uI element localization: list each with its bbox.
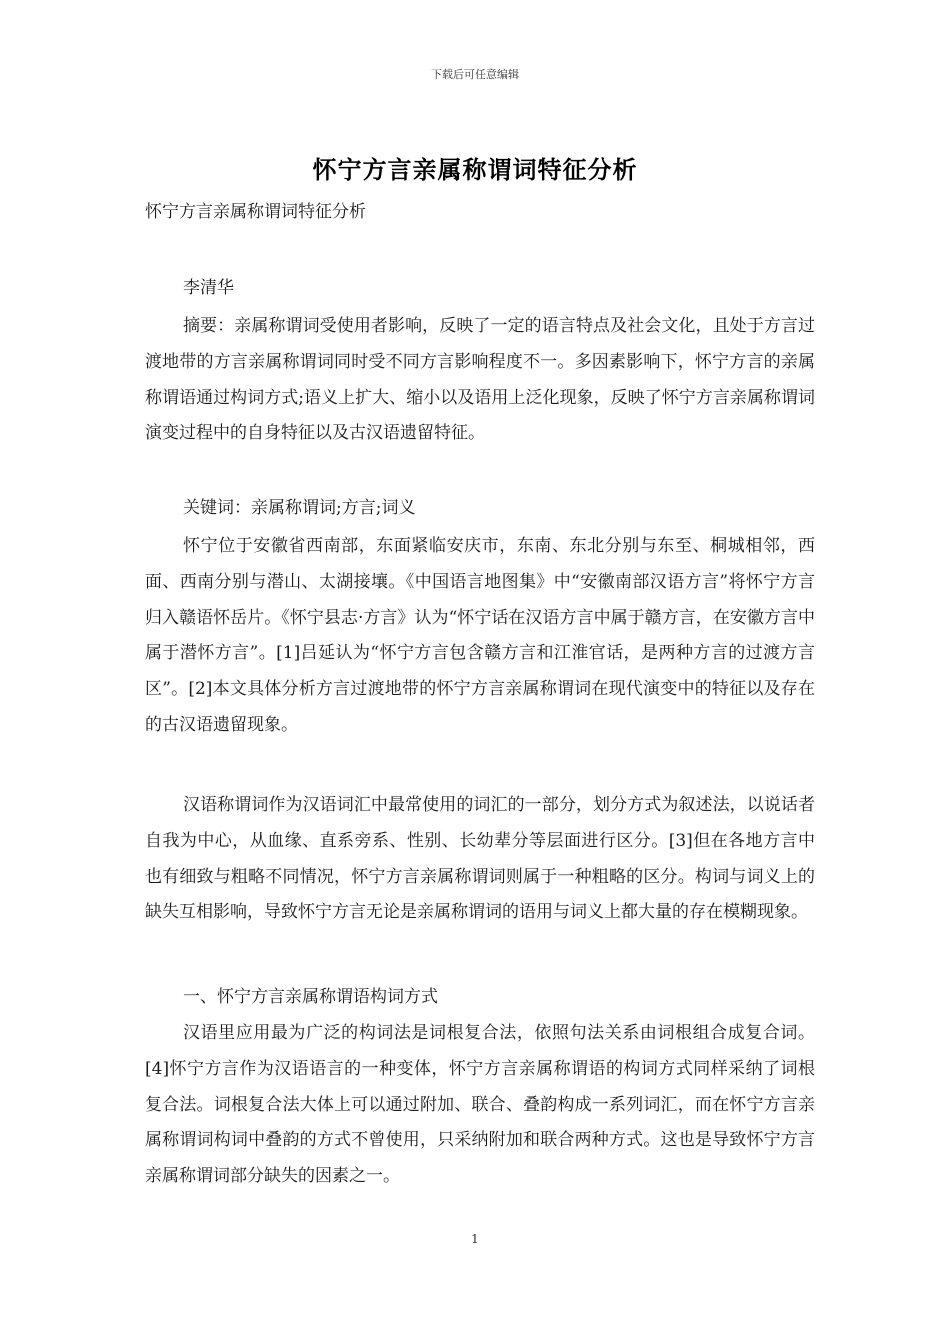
document-title: 怀宁方言亲属称谓词特征分析 [312,155,638,184]
keywords-line: 关键词：亲属称谓词;方言;词义 [183,498,416,518]
page-number: 1 [471,1232,479,1246]
author-name: 李清华 [183,278,234,298]
document-subtitle: 怀宁方言亲属称谓词特征分析 [145,202,366,222]
section-heading: 一、怀宁方言亲属称谓语构词方式 [183,987,438,1007]
body-paragraph-word-formation: 汉语里应用最为广泛的构词法是词根复合法，依照句法关系由词根组合成复合词。[4]怀宁方言作为汉语语言的一种变体，怀宁方言亲属称谓语的构词方式同样采纳了词根复合法。词根复合法大体上可以通过附加、联合、叠韵构成一系列词汇，而在怀宁方言亲属称谓词构词中叠韵的方式不曾使用，只采纳附加和联合两种方式。这也是导致怀宁方言亲属称谓词部分缺失的因素之一。 [145,1023,815,1187]
abstract-paragraph: 摘要：亲属称谓词受使用者影响，反映了一定的语言特点及社会文化，且处于方言过渡地带的方言亲属称谓词同时受不同方言影响程度不一。多因素影响下，怀宁方言的亲属称谓语通过构词方式;语义上扩大、缩小以及语用上泛化现象，反映了怀宁方言亲属称谓词演变过程中的自身特征以及古汉语遗留特征。 [145,316,815,444]
body-paragraph-intro: 怀宁位于安徽省西南部，东面紧临安庆市，东南、东北分别与东至、桐城相邻，西面、西南分别与潜山、太湖接壤。《中国语言地图集》中“安徽南部汉语方言”将怀宁方言归入赣语怀岳片。《怀宁县志·方言》认为“怀宁话在汉语方言中属于赣方言，在安徽方言中属于潜怀方言”。[1]吕延认为“怀宁方言包含赣方言和江淮官话，是两种方言的过渡方言区”。[2]本文具体分析方言过渡地带的怀宁方言亲属称谓词在现代演变中的特征以及存在的古汉语遗留现象。 [145,536,815,735]
header-note: 下载后可任意编辑 [431,68,519,81]
body-paragraph-kinship-terms: 汉语称谓词作为汉语词汇中最常使用的词汇的一部分，划分方式为叙述法，以说话者自我为中心，从血缘、直系旁系、性别、长幼辈分等层面进行区分。[3]但在各地方言中也有细致与粗略不同情况，怀宁方言亲属称谓词则属于一种粗略的区分。构词与词义上的缺失互相影响，导致怀宁方言无论是亲属称谓词的语用与词义上都大量的存在模糊现象。 [145,795,815,923]
